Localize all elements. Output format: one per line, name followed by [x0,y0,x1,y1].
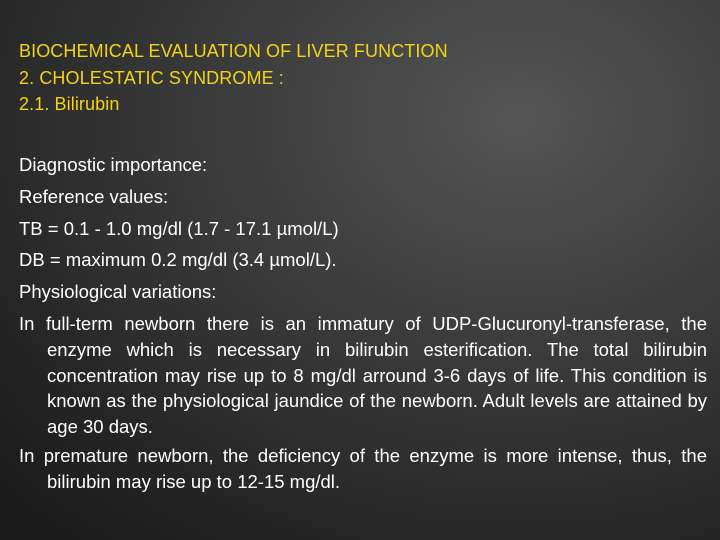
title-line-section: 2. CHOLESTATIC SYNDROME : [19,67,284,88]
title-line-subsection: 2.1. Bilirubin [19,94,120,114]
direct-bilirubin-range: DB = maximum 0.2 mg/dl (3.4 µmol/L). [19,249,337,271]
physiological-variations-heading: Physiological variations: [19,281,217,303]
full-term-newborn-paragraph: In full-term newborn there is an immatury of UDP-Glucuronyl-transferase, the enzyme which is necessary in bilirubin esterification. The total bilirubin concentration may rise up to 8 mg/dl arround 3-6 days of life. This condition is known as the physiological jaundice of the newborn. Adult levels are attained by age 30 days. [19,312,707,438]
slide-title [19,38,699,118]
total-bilirubin-range: TB = 0.1 - 1.0 mg/dl (1.7 - 17.1 µmol/L) [19,217,339,239]
title-line-main: BIOCHEMICAL EVALUATION OF LIVER FUNCTION [19,41,448,61]
reference-values-heading: Reference values: [19,185,169,207]
diagnostic-importance-heading: Diagnostic importance: [19,154,208,175]
premature-newborn-paragraph: In premature newborn, the deficiency of the enzyme is more intense, thus, the bilirubin may rise up to 12-15 mg/dl. [19,444,707,492]
slide-body [19,149,707,495]
